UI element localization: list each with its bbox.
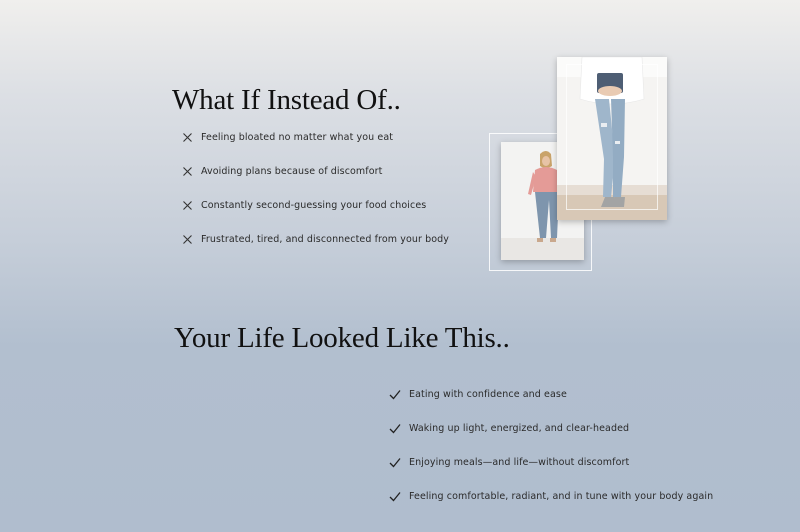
list-item-text: Feeling comfortable, radiant, and in tune with your body again (409, 490, 714, 502)
problems-heading: What If Instead Of.. (172, 84, 401, 116)
list-item-text: Feeling bloated no matter what you eat (201, 131, 394, 143)
list-item (182, 230, 449, 248)
checkmark-icon (389, 423, 401, 434)
list-item (389, 487, 713, 505)
checkmark-icon (389, 491, 401, 502)
list-item (182, 196, 426, 214)
checkmark-icon (389, 389, 401, 400)
x-icon (182, 200, 193, 211)
list-item-text: Avoiding plans because of discomfort (201, 165, 383, 177)
list-item (389, 419, 629, 437)
list-item (389, 453, 629, 471)
x-icon (182, 166, 193, 177)
list-item-text: Eating with confidence and ease (409, 388, 567, 400)
x-icon (182, 234, 193, 245)
list-item-text: Frustrated, tired, and disconnected from your body (201, 233, 449, 245)
list-item-text: Enjoying meals—and life—without discomfort (409, 456, 630, 468)
outcomes-heading: Your Life Looked Like This.. (174, 322, 510, 354)
list-item (182, 128, 393, 146)
list-item (182, 162, 382, 180)
woman-seated-photo (557, 57, 667, 220)
x-icon (182, 132, 193, 143)
list-item-text: Waking up light, energized, and clear-headed (409, 422, 630, 434)
list-item-text: Constantly second-guessing your food choices (201, 199, 427, 211)
list-item (389, 385, 567, 403)
woman-seated-image (557, 57, 667, 220)
checkmark-icon (389, 457, 401, 468)
